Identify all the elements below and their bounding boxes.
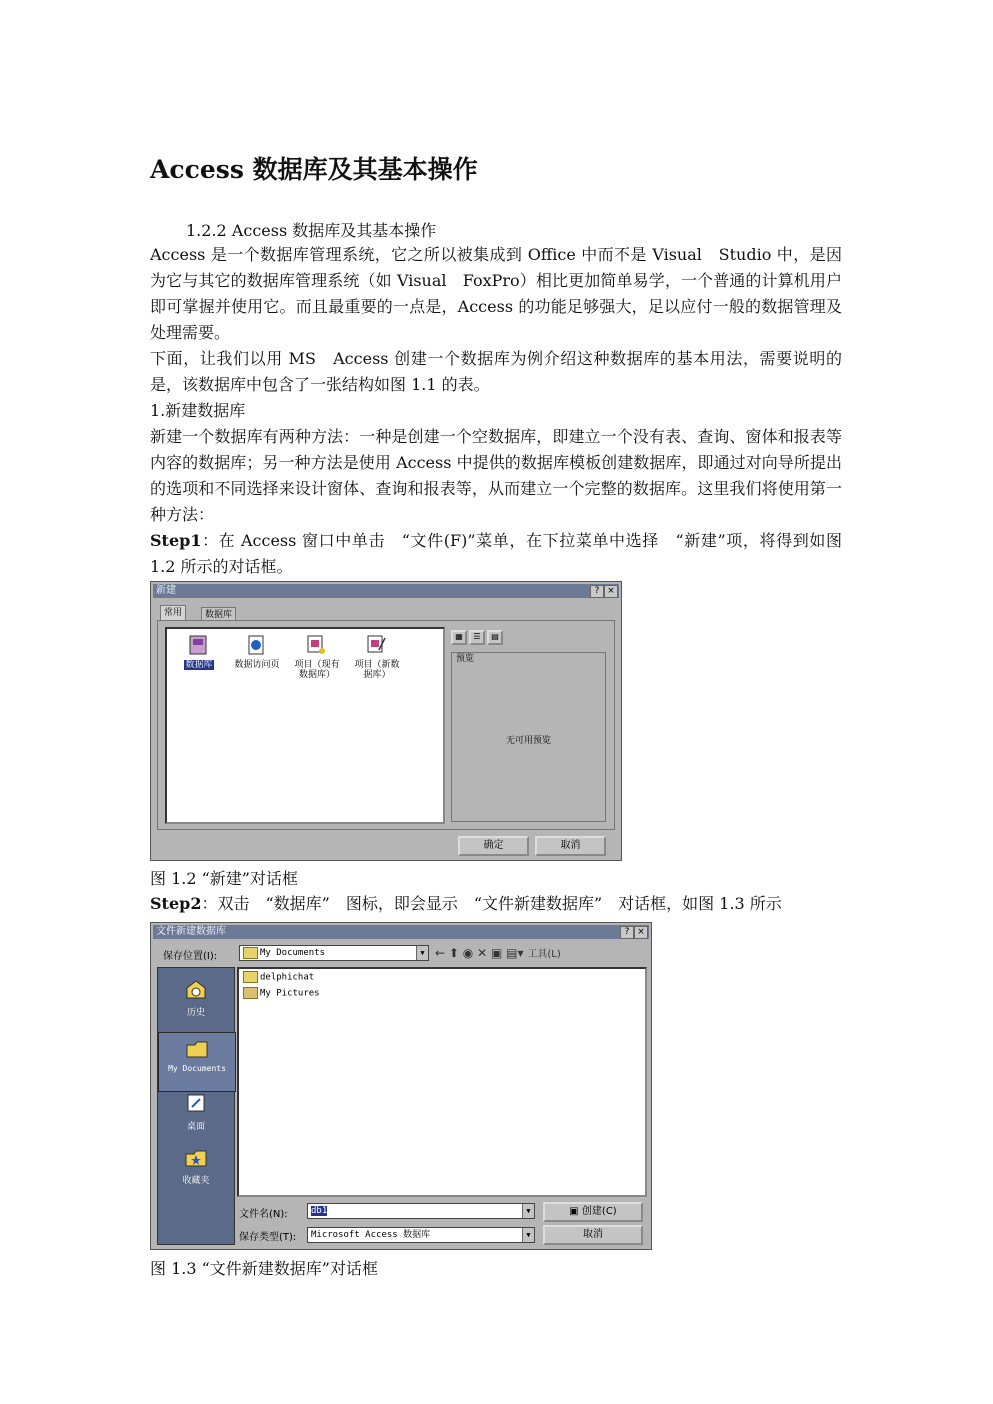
toolbar (435, 945, 561, 963)
filename-input[interactable] (307, 1203, 535, 1219)
paragraph-step2 (150, 891, 842, 917)
list-item[interactable] (243, 971, 314, 983)
paragraph-step1 (150, 528, 842, 580)
section-subtitle: 1.2.2 Access 数据库及其基本操作 (186, 221, 437, 240)
large-icons-view-button[interactable]: ▦ (451, 630, 467, 645)
item-project-new[interactable]: 项目（新数据库） (354, 660, 400, 680)
dialog-title: 新建 (156, 585, 176, 596)
filename-value: db1 (311, 1206, 328, 1216)
place-history[interactable] (158, 978, 234, 1018)
figure-1-3-caption: 图 1.3 “文件新建数据库”对话框 (150, 1259, 378, 1278)
step1-text: ：在 Access 窗口中单击 “文件(F)”菜单，在下拉菜单中选择 “新建”项，将得到如图 1.2 所示的对话框。 (150, 531, 842, 576)
save-in-combo[interactable] (239, 945, 429, 961)
up-folder-icon[interactable]: ⬆ (448, 946, 459, 960)
favorites-icon (184, 1146, 208, 1168)
create-button[interactable] (543, 1202, 643, 1222)
template-list (165, 627, 445, 824)
help-button-2[interactable]: ? (620, 926, 634, 939)
item-project-existing[interactable]: 项目（现有数据库） (294, 660, 340, 680)
new-folder-icon[interactable]: ▣ (490, 946, 503, 960)
place-history-label: 历史 (186, 1008, 205, 1018)
database-icon (187, 634, 209, 656)
new-dialog (150, 581, 622, 861)
folder-icon (243, 971, 258, 983)
file-list (237, 967, 647, 1197)
places-bar (157, 967, 235, 1245)
place-favorites-label: 收藏夹 (182, 1176, 210, 1186)
create-label: 创建(C) (581, 1206, 617, 1217)
preview-panel (451, 652, 606, 822)
ok-button[interactable]: 确定 (458, 836, 529, 856)
tools-menu[interactable]: 工具(L) (527, 949, 561, 960)
views-icon[interactable]: ▤▾ (506, 946, 524, 960)
delete-icon[interactable]: ✕ (477, 946, 488, 960)
save-in-value: My Documents (260, 948, 326, 958)
chevron-down-icon[interactable]: ▼ (416, 946, 428, 960)
filetype-select[interactable] (307, 1227, 535, 1243)
web-page-icon (245, 634, 267, 656)
item-database-label: 数据库 (185, 660, 213, 670)
list-view-button[interactable]: ☰ (469, 630, 485, 645)
paragraph-methods: 新建一个数据库有两种方法：一种是创建一个空数据库，即建立一个没有表、查询、窗体和报表等内容的数据库；另一种方法是使用 Access 中提供的数据库模板创建数据库，即通过对向导所提出的选项和不同选择来设计窗体、查询和报表等，从而建立一个完整的数据库。这里我们将使用第一种方法： (150, 427, 842, 524)
file-new-database-dialog (150, 922, 652, 1250)
place-my-documents-label: My Documents (168, 1064, 226, 1073)
preview-label: 预览 (456, 654, 475, 664)
chevron-down-icon[interactable]: ▼ (522, 1228, 534, 1242)
step1-label: Step1 (150, 531, 202, 550)
save-in-label: 保存位置(I): (163, 951, 218, 962)
dialog2-titlebar (153, 925, 649, 939)
step2-text: ：双击 “数据库” 图标，即会显示 “文件新建数据库” 对话框，如图 1.3 所示 (201, 894, 782, 913)
place-favorites[interactable] (158, 1146, 234, 1186)
dialog2-title: 文件新建数据库 (156, 926, 226, 937)
heading-new-database: 1.新建数据库 (150, 401, 246, 420)
project-new-icon (365, 634, 387, 656)
filetype-label: 保存类型(T): (239, 1232, 297, 1243)
filename-label: 文件名(N): (239, 1209, 288, 1220)
item-data-access-page[interactable]: 数据访问页 (234, 660, 280, 670)
folder-icon (243, 987, 258, 999)
help-button[interactable]: ? (590, 585, 604, 598)
close-button[interactable]: × (604, 585, 618, 598)
filetype-value: Microsoft Access 数据库 (311, 1230, 431, 1240)
desktop-icon (184, 1092, 208, 1114)
cancel-button-2[interactable]: 取消 (543, 1225, 643, 1245)
my-documents-icon (185, 1037, 209, 1059)
tab-database[interactable]: 数据库 (201, 607, 236, 621)
figure-1-2-caption: 图 1.2 “新建”对话框 (150, 869, 298, 888)
project-existing-icon (305, 634, 327, 656)
place-desktop[interactable] (158, 1092, 234, 1132)
details-view-button[interactable]: ▤ (487, 630, 503, 645)
page-title: Access 数据库及其基本操作 (150, 155, 478, 184)
cancel-button[interactable]: 取消 (535, 836, 606, 856)
file-name: My Pictures (260, 988, 320, 999)
list-item[interactable] (243, 987, 320, 999)
place-desktop-label: 桌面 (186, 1122, 205, 1132)
paragraph-example: 下面，让我们以用 MS Access 创建一个数据库为例介绍这种数据库的基本用法，需要说明的是，该数据库中包含了一张结构如图 1.1 的表。 (150, 349, 842, 394)
folder-icon (243, 947, 258, 959)
tab-general[interactable]: 常用 (160, 605, 186, 621)
file-name: delphichat (260, 972, 315, 983)
close-button-2[interactable]: × (634, 926, 648, 939)
no-preview-text: 无可用预览 (505, 736, 551, 746)
search-web-icon[interactable]: ◉ (462, 946, 474, 960)
paragraph-intro: Access 是一个数据库管理系统，它之所以被集成到 Office 中而不是 Visual Studio 中，是因为它与其它的数据库管理系统（如 Visual FoxPro）相比更加简单易学，一个普通的计算机用户即可掌握并使用它。而且最重要的一点是，Access 的功能足够强大，足以应付一般的数据管理及处理需要。 (150, 245, 842, 342)
save-icon: ▣ (569, 1206, 582, 1217)
chevron-down-icon[interactable]: ▼ (522, 1204, 534, 1218)
back-icon[interactable]: ← (435, 946, 446, 960)
place-my-documents[interactable] (158, 1032, 236, 1092)
dialog-titlebar (153, 584, 619, 598)
history-icon (184, 978, 208, 1000)
step2-label: Step2 (150, 894, 202, 913)
item-database[interactable] (179, 660, 219, 670)
